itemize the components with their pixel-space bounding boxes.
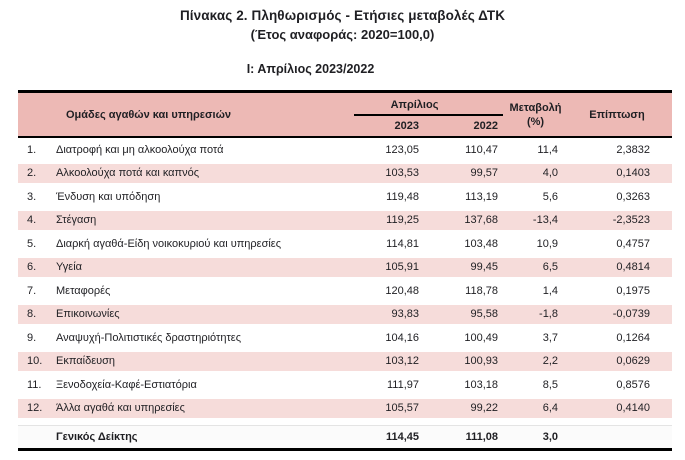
cell-index-2022: 137,68 <box>464 214 498 227</box>
cell-row-number: 10. <box>27 355 43 368</box>
table-row <box>18 138 672 162</box>
table-body <box>18 138 672 420</box>
cell-index-2022: 99,45 <box>470 261 498 274</box>
cell-change-pct: 5,6 <box>542 190 558 203</box>
table-row <box>18 303 672 327</box>
cell-group-label: Ξενοδοχεία-Καφέ-Εστιατόρια <box>56 378 197 391</box>
column-header-change-pct <box>503 93 562 136</box>
cell-row-number: 2. <box>27 167 37 180</box>
cell-impact: 0,4757 <box>616 237 650 250</box>
cell-index-2023: 93,83 <box>391 308 419 321</box>
cell-row-number: 3. <box>27 190 37 203</box>
cell-index-2023: 103,12 <box>385 355 419 368</box>
column-header-month-group <box>354 93 503 136</box>
cell-change-pct: 4,0 <box>542 167 558 180</box>
cell-index-2023: 119,48 <box>386 190 419 203</box>
cell-index-2022: 100,49 <box>464 331 498 344</box>
cell-impact: 0,1975 <box>616 284 650 297</box>
change-label-line2: (%) <box>526 115 545 128</box>
cell-group-label: Αλκοολούχα ποτά και καπνός <box>56 167 200 180</box>
cell-row-number: 12. <box>27 402 43 415</box>
cell-index-2023: 105,91 <box>385 261 419 274</box>
table-row <box>18 162 672 186</box>
cell-impact: 2,3832 <box>616 143 650 156</box>
cell-index-2023: 105,57 <box>385 402 419 415</box>
cell-group-label: Εκπαίδευση <box>56 355 116 368</box>
inflation-table <box>18 90 672 451</box>
cell-group-label: Μεταφορές <box>56 284 111 297</box>
table-footer-row <box>18 425 672 451</box>
cell-index-2022: 103,48 <box>464 237 498 250</box>
month-group-underline <box>354 114 503 116</box>
cell-change-pct: 8,5 <box>542 378 558 391</box>
cell-index-2022: 100,93 <box>464 355 498 368</box>
cell-index-2023: 119,25 <box>386 214 419 227</box>
cell-group-label: Στέγαση <box>56 214 97 227</box>
cell-index-2022: 103,18 <box>464 378 498 391</box>
cell-group-label: Άλλα αγαθά και υπηρεσίες <box>56 402 185 415</box>
cell-change-pct: 3,0 <box>542 431 558 443</box>
cell-impact: 0,4140 <box>616 402 650 415</box>
cell-group-label: Γενικός Δείκτης <box>56 431 138 443</box>
cell-impact: 0,8576 <box>616 378 650 391</box>
cell-row-number: 1. <box>27 143 37 156</box>
cell-impact: -0,0739 <box>612 308 650 321</box>
cell-index-2023: 104,16 <box>385 331 419 344</box>
section-heading: Ι: Απρίλιος 2023/2022 <box>246 62 375 76</box>
column-header-impact: Επίπτωση <box>589 108 645 121</box>
column-header-year-2022: 2022 <box>473 120 498 132</box>
cell-change-pct: 6,4 <box>542 402 558 415</box>
cell-index-2022: 99,22 <box>470 402 498 415</box>
document-subtitle: (Έτος αναφοράς: 2020=100,0) <box>250 27 435 42</box>
cell-index-2023: 114,45 <box>385 431 419 443</box>
change-label-line1: Μεταβολή <box>509 101 562 114</box>
cell-row-number: 7. <box>27 284 37 297</box>
cell-index-2022: 99,57 <box>470 167 498 180</box>
cell-row-number: 6. <box>27 261 37 274</box>
cell-group-label: Αναψυχή-Πολιτιστικές δραστηριότητες <box>56 331 242 344</box>
table-row <box>18 373 672 397</box>
table-row <box>18 326 672 350</box>
cell-impact: 0,1403 <box>616 167 650 180</box>
cell-row-number: 8. <box>27 308 37 321</box>
table-row <box>18 185 672 209</box>
cell-impact: 0,0629 <box>616 355 650 368</box>
table-row <box>18 397 672 421</box>
cell-row-number: 4. <box>27 214 37 227</box>
cell-group-label: Υγεία <box>56 261 83 274</box>
cell-group-label: Διατροφή και μη αλκοολούχα ποτά <box>56 143 224 156</box>
cell-change-pct: -13,4 <box>532 214 558 227</box>
cell-change-pct: 6,5 <box>542 261 558 274</box>
table-row <box>18 350 672 374</box>
cell-index-2023: 120,48 <box>385 284 419 297</box>
table-header-row <box>18 93 672 138</box>
cell-index-2023: 114,81 <box>386 237 419 250</box>
cell-index-2022: 95,58 <box>470 308 498 321</box>
document-title: Πίνακας 2. Πληθωρισμός - Ετήσιες μεταβολές ΔΤΚ <box>179 8 506 23</box>
cell-impact: 0,1264 <box>616 331 650 344</box>
table-row <box>18 279 672 303</box>
cell-index-2023: 111,97 <box>386 378 419 391</box>
cell-index-2022: 118,78 <box>465 284 498 297</box>
cell-group-label: Ένδυση και υπόδηση <box>56 190 161 203</box>
cell-change-pct: -1,8 <box>539 308 558 321</box>
cell-group-label: Διαρκή αγαθά-Είδη νοικοκυριού και υπηρεσίες <box>56 237 282 250</box>
cell-index-2022: 111,08 <box>465 431 498 443</box>
cell-index-2022: 113,19 <box>465 190 498 203</box>
cell-group-label: Επικοινωνίες <box>56 308 120 321</box>
cell-impact: -2,3523 <box>612 214 650 227</box>
table-row <box>18 232 672 256</box>
cell-row-number: 9. <box>27 331 37 344</box>
cell-impact: 0,4814 <box>616 261 650 274</box>
cell-row-number: 5. <box>27 237 37 250</box>
cell-change-pct: 2,2 <box>542 355 558 368</box>
month-group-label: Απρίλιος <box>390 99 439 111</box>
cell-row-number: 11. <box>27 378 42 391</box>
cell-index-2023: 103,53 <box>385 167 419 180</box>
cell-index-2022: 110,47 <box>465 143 498 156</box>
column-header-year-2023: 2023 <box>394 120 419 132</box>
cell-change-pct: 11,4 <box>537 143 558 156</box>
cell-change-pct: 3,7 <box>542 331 558 344</box>
cell-change-pct: 10,9 <box>536 237 558 250</box>
column-header-groups: Ομάδες αγαθών και υπηρεσιών <box>66 108 231 121</box>
cell-impact: 0,3263 <box>616 190 650 203</box>
year-subheaders <box>354 118 503 134</box>
cell-index-2023: 123,05 <box>385 143 419 156</box>
table-row <box>18 256 672 280</box>
table-row <box>18 209 672 233</box>
cell-change-pct: 1,4 <box>542 284 558 297</box>
